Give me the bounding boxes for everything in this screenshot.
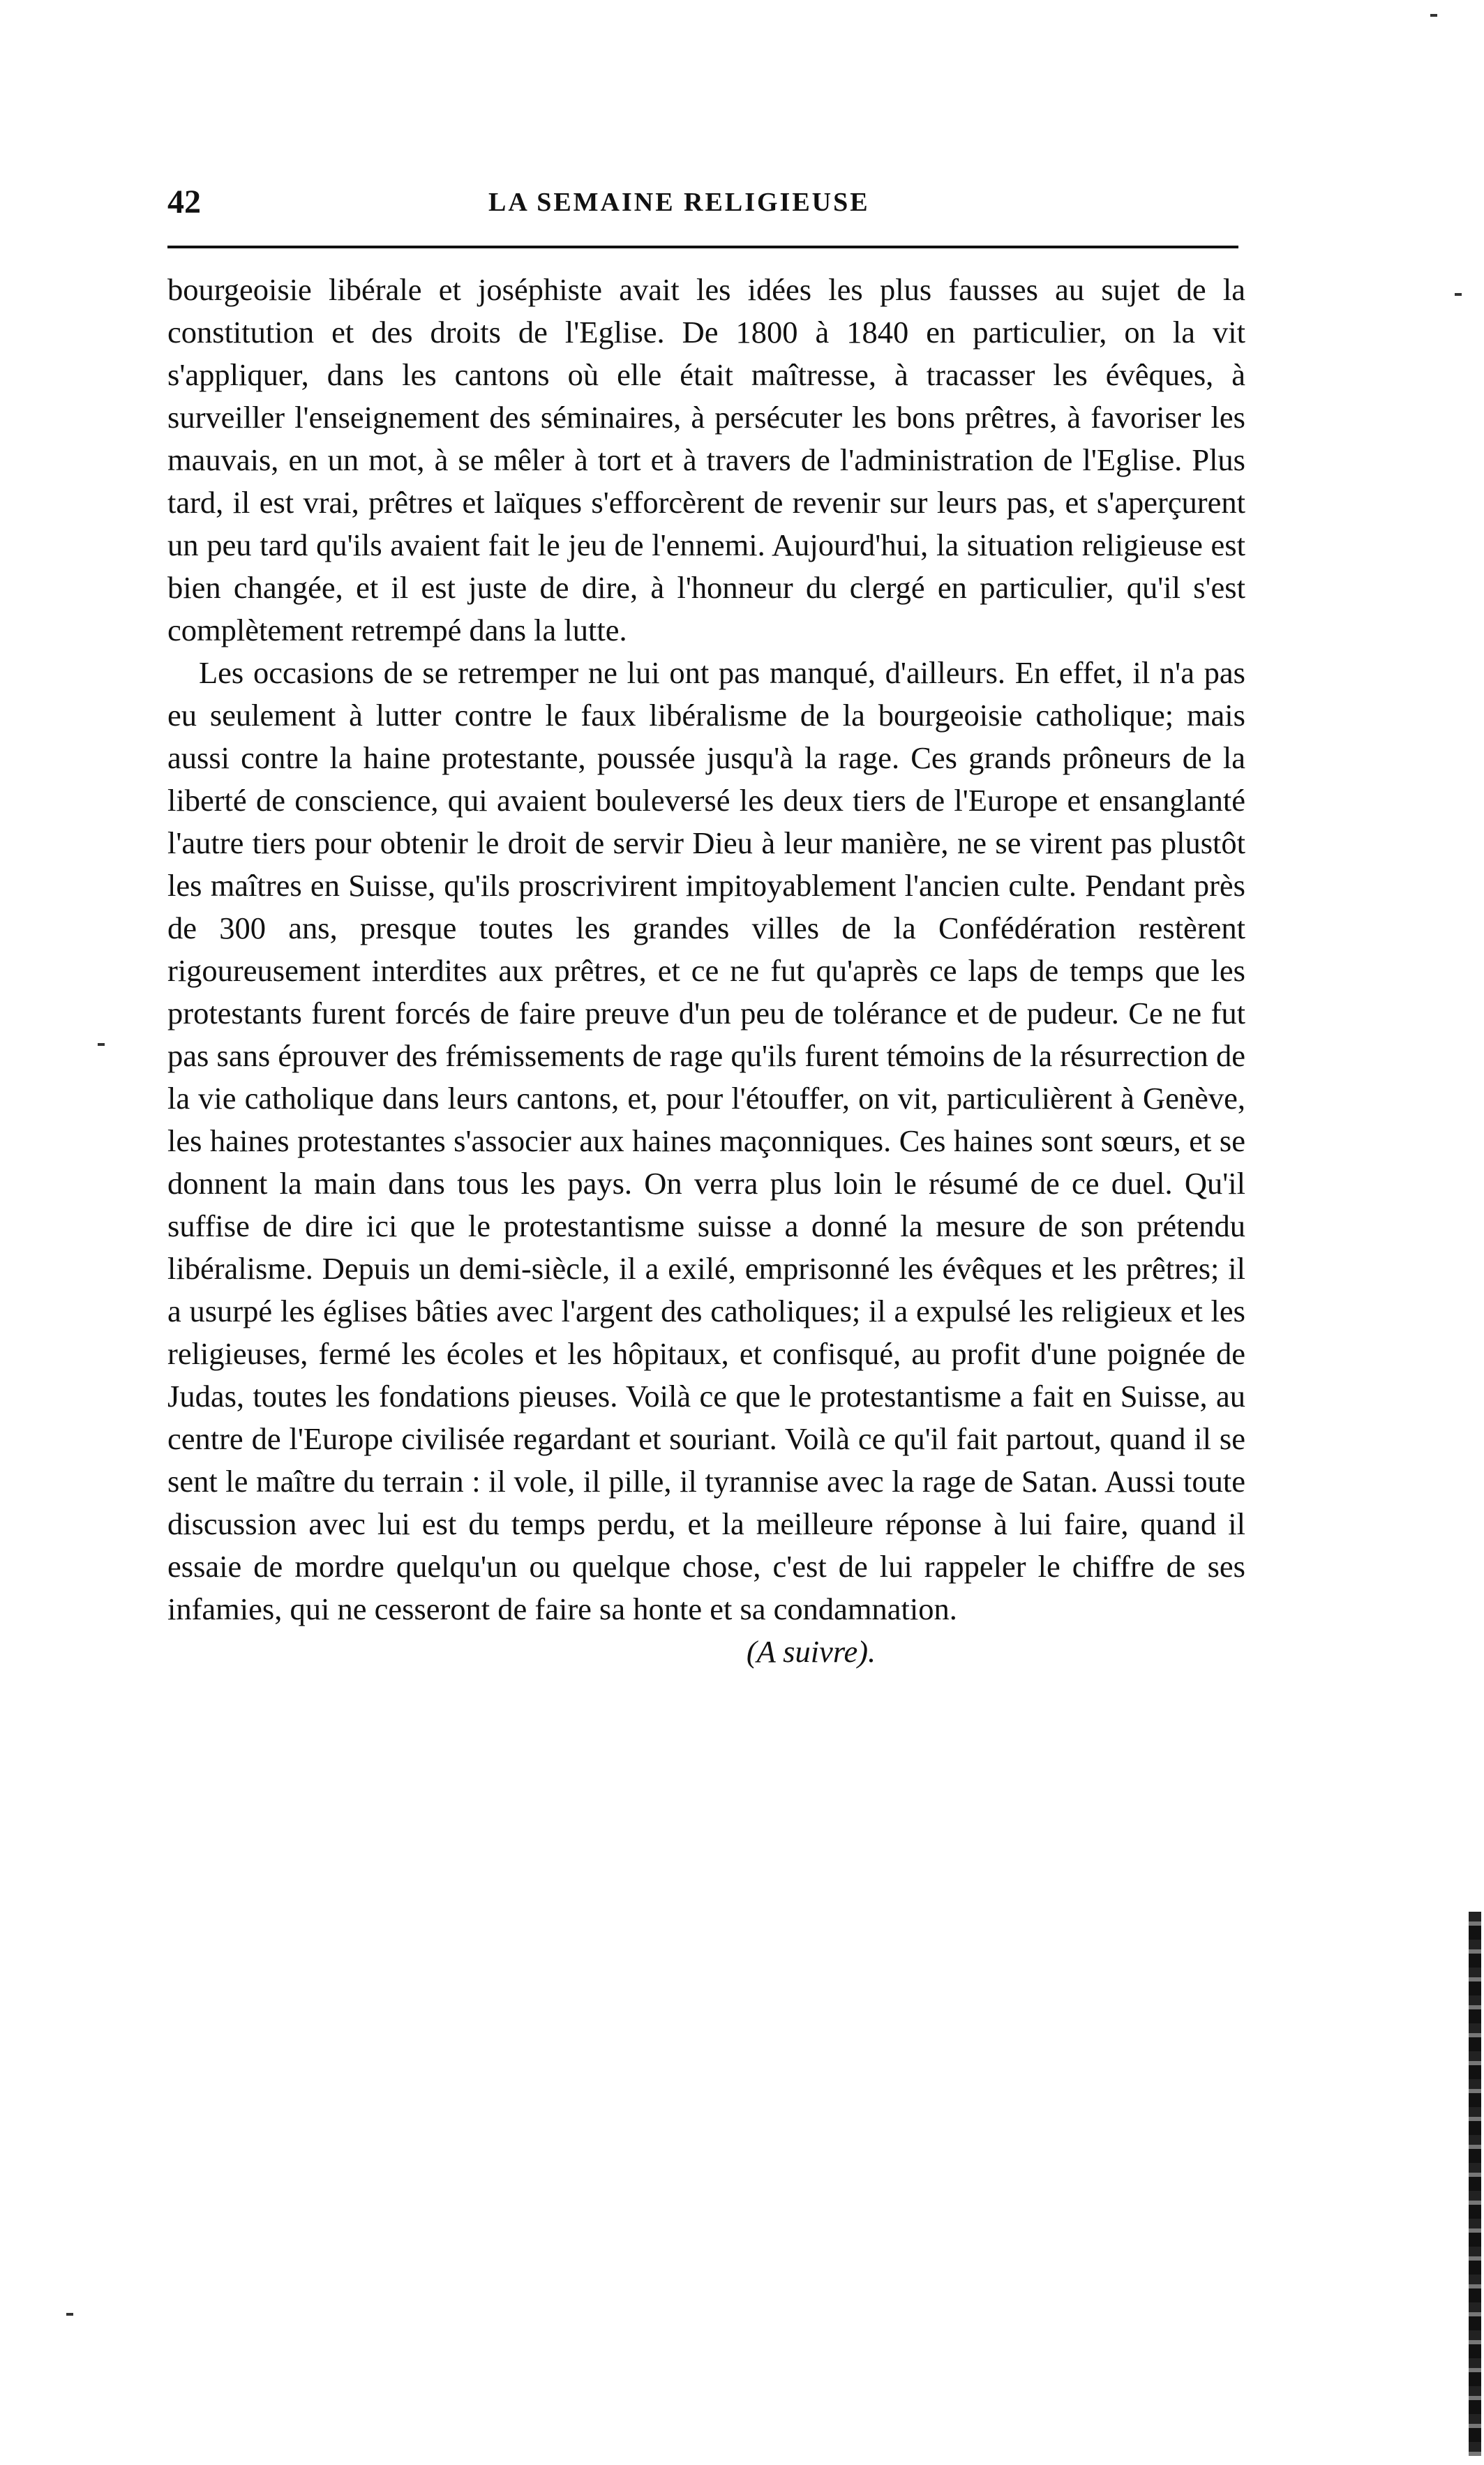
article-body xyxy=(167,269,1245,1673)
page-header xyxy=(167,183,1242,225)
running-title: LA SEMAINE RELIGIEUSE xyxy=(488,188,870,217)
scan-speck xyxy=(66,2313,73,2316)
scan-speck xyxy=(1430,14,1437,17)
scan-speck xyxy=(98,1043,105,1046)
page-number: 42 xyxy=(167,183,201,220)
scan-speck xyxy=(1455,293,1462,296)
continued-note: (A suivre). xyxy=(746,1634,876,1669)
paragraph: Les occasions de se retremper ne lui ont pas manqué, d'ailleurs. En effet, il n'a pas eu seulement à lutter contre le faux libéralisme de la bourgeoisie catholique; mais aussi contre la haine protestante, poussée jusqu'à la rage. Ces grands prôneurs de la liberté de conscience, qui avaient bouleversé les deux tiers de l'Europe et ensanglanté l'autre tiers pour obtenir le droit de servir Dieu à leur manière, ne se virent pas plustôt les maîtres en Suisse, qu'ils proscrivirent impitoyablement l'ancien culte. Pendant près de 300 ans, presque toutes les grandes villes de la Confédération restèrent rigoureusement interdites aux prêtres, et ce ne fut qu'après ce laps de temps que les protestants furent forcés de faire preuve d'un peu de tolérance et de pudeur. Ce ne fut pas sans éprouver des frémissements de rage qu'ils furent témoins de la résurrection de la vie catholique dans leurs cantons, et, pour l'étouffer, on vit, particulièrent à Genève, les haines protestantes s'associer aux haines maçonniques. Ces haines sont sœurs, et se donnent la main dans tous les pays. On verra plus loin le résumé de ce duel. Qu'il suffise de dire ici que le protestantisme suisse a donné la mesure de son prétendu libéralisme. Depuis un demi-siècle, il a exilé, emprisonné les évêques et les prêtres; il a usurpé les églises bâties avec l'argent des catholiques; il a expulsé les religieux et les religieuses, fermé les écoles et les hôpitaux, et confisqué, au profit d'une poignée de Judas, toutes les fondations pieuses. Voilà ce que le protestantisme a fait en Suisse, au centre de l'Europe civilisée regardant et souriant. Voilà ce qu'il fait partout, quand il se sent le maître du terrain : il vole, il pille, il tyrannise avec la rage de Satan. Aussi toute discussion avec lui est du temps perdu, et la meilleure réponse à lui faire, quand il essaie de mordre quelqu'un ou quelque chose, c'est de lui rappeler le chiffre de ses infamies, qui ne cesseront de faire sa honte et sa condamnation. xyxy=(167,655,1245,1626)
header-rule xyxy=(167,246,1238,248)
paragraph-continuation: bourgeoisie libérale et joséphiste avait les idées les plus fausses au sujet de la constitution et des droits de l'Eglise. De 1800 à 1840 en particulier, on la vit s'appliquer, dans les cantons où elle était maîtresse, à tracasser les évêques, à surveiller l'enseignement des séminaires, à persécuter les bons prêtres, à favoriser les mauvais, en un mot, à se mêler à tort et à travers de l'administration de l'Eglise. Plus tard, il est vrai, prêtres et laïques s'efforcèrent de revenir sur leurs pas, et s'aperçurent un peu tard qu'ils avaient fait le jeu de l'ennemi. Aujourd'hui, la situation religieuse est bien changée, et il est juste de dire, à l'honneur du clergé en particulier, qu'il s'est complètement retrempé dans la lutte. xyxy=(167,272,1245,647)
scan-edge-artifact xyxy=(1469,1912,1481,2456)
